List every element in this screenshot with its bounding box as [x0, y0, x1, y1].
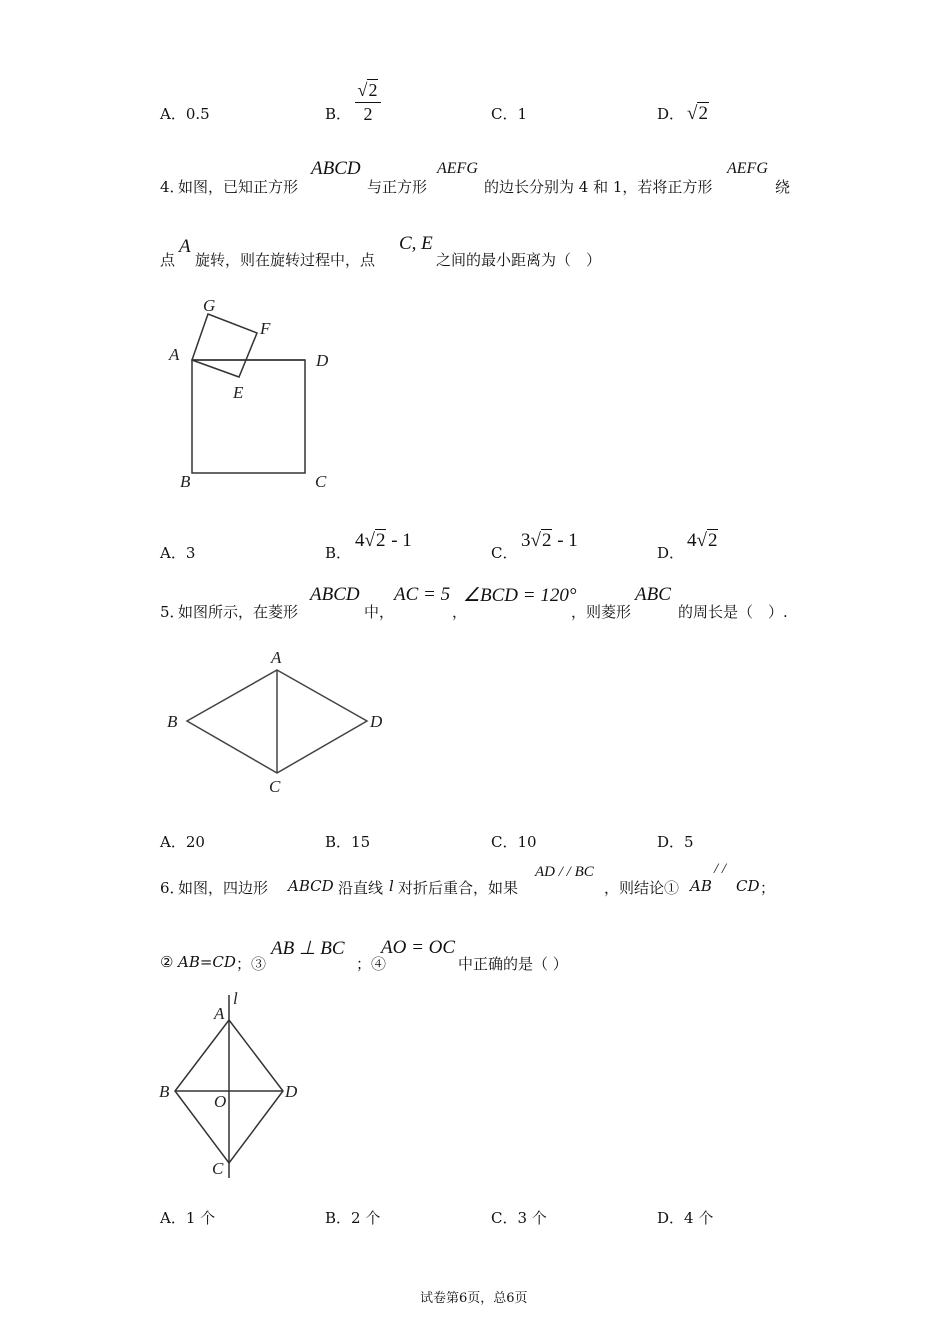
q5-text-1: 如图所示，在菱形 [178, 603, 299, 621]
q6-label-a: A [214, 1004, 225, 1023]
q6-math-cd: CD [736, 877, 760, 895]
q4-text-2: 与正方形 [367, 178, 428, 196]
page-footer: 试卷第6页，总6页 [420, 1291, 528, 1306]
q4-math-a: A [179, 236, 191, 257]
q4-label-a: A [169, 345, 180, 364]
q5-figure [160, 645, 400, 805]
q6-line2-math-3: AO = OC [381, 937, 456, 958]
q6-text-4: ，则结论① [604, 879, 680, 897]
q5-text-4: ，则菱形 [571, 603, 632, 621]
q6-line2-text-3: ；④ [356, 955, 387, 973]
q6-text-2: 沿直线 [338, 879, 384, 897]
q4-option-b-expr: 4√2 - 1 [355, 530, 412, 551]
q5-option-d[interactable]: D．5 [657, 833, 694, 851]
q6-line2-text-1: ② [160, 953, 174, 971]
q4-option-b[interactable]: B． [325, 544, 352, 562]
q5-option-a[interactable]: A．20 [160, 833, 205, 851]
q6-math-ab: AB [690, 877, 712, 895]
q5-math-ac: AC = 5 [394, 584, 451, 605]
q6-option-b[interactable]: B．2 个 [325, 1209, 381, 1227]
q4-square-abcd [192, 360, 305, 473]
q6-option-c[interactable]: C．3 个 [491, 1209, 547, 1227]
q6-line2-math-2: AB ⊥ BC [271, 938, 345, 959]
q4-label-g: G [203, 296, 216, 315]
q3-option-c[interactable]: C．1 [491, 105, 528, 123]
q6-option-a[interactable]: A．1 个 [160, 1209, 216, 1227]
q5-option-b[interactable]: B．15 [325, 833, 371, 851]
q5-option-c[interactable]: C．10 [491, 833, 537, 851]
q4-option-c-expr: 3√2 - 1 [521, 530, 578, 551]
q5-text-5: 的周长是（ ）. [678, 603, 788, 621]
q4-text-3: 的边长分别为 4 和 1，若将正方形 [484, 178, 713, 196]
q3-option-b-fraction: √2 2 [355, 80, 381, 125]
q6-label-b: B [159, 1082, 170, 1101]
q5-text-3: ， [452, 603, 468, 621]
q6-line2-math-1: AB=CD [178, 953, 236, 971]
q6-text-5: ； [760, 879, 776, 897]
q4-label-c: C [315, 472, 327, 491]
q4-option-d-expr: 4√2 [687, 530, 718, 551]
q4-math-aefg-2: AEFG [727, 160, 768, 177]
q4-text-4: 绕 [775, 178, 791, 196]
q4-label-e: E [233, 383, 244, 402]
q3-option-b[interactable]: B． [325, 105, 352, 123]
q3-option-a[interactable]: A．0.5 [160, 105, 210, 123]
q6-line2-text-4: 中正确的是（ ） [458, 955, 568, 973]
q6-figure [155, 990, 315, 1190]
q5-number: 5． [160, 603, 185, 621]
q4-square-aefg [192, 314, 257, 377]
q5-math-angle: ∠BCD = 120° [463, 585, 577, 606]
q6-label-d: D [285, 1082, 298, 1101]
q6-math-parallel: / / [714, 861, 727, 877]
q6-text-1: 如图，四边形 [178, 879, 269, 897]
q6-label-c: C [212, 1159, 224, 1178]
q4-number: 4． [160, 178, 185, 196]
q5-label-a: A [271, 648, 282, 667]
q4-text-1: 如图，已知正方形 [178, 178, 299, 196]
q4-line2-text-3: 之间的最小距离为（ ） [436, 251, 602, 269]
q4-label-b: B [180, 472, 191, 491]
q6-label-o: O [214, 1092, 227, 1111]
q4-option-a[interactable]: A．3 [160, 544, 196, 562]
q5-math-abcd: ABCD [310, 584, 360, 605]
q3-option-d-sqrt: √2 [687, 103, 708, 124]
q6-line2-text-2: ；③ [236, 955, 267, 973]
q4-math-abcd: ABCD [311, 158, 361, 179]
q5-label-d: D [370, 712, 383, 731]
q6-math-ad-bc: AD / / BC [535, 864, 594, 880]
q4-math-aefg-1: AEFG [437, 160, 478, 177]
q5-label-b: B [167, 712, 178, 731]
q5-text-2: 中， [364, 603, 395, 621]
q5-label-c: C [269, 777, 281, 796]
q6-math-abcd: ABCD [288, 877, 334, 895]
q4-line2-text-1: 点 [160, 251, 176, 269]
q4-label-f: F [260, 319, 271, 338]
q6-math-l: l [389, 877, 394, 895]
q3-option-d[interactable]: D． [657, 105, 685, 123]
q6-label-l: l [233, 989, 238, 1008]
q6-option-d[interactable]: D．4 个 [657, 1209, 714, 1227]
q4-math-ce: C, E [399, 233, 433, 254]
q6-number: 6． [160, 879, 185, 897]
q4-line2-text-2: 旋转，则在旋转过程中，点 [195, 251, 376, 269]
q4-option-d[interactable]: D． [657, 544, 685, 562]
q4-option-c[interactable]: C． [491, 544, 518, 562]
q5-math-abc: ABC [635, 584, 671, 605]
q4-label-d: D [316, 351, 329, 370]
q4-figure [160, 290, 360, 500]
q6-text-3: 对折后重合，如果 [398, 879, 519, 897]
